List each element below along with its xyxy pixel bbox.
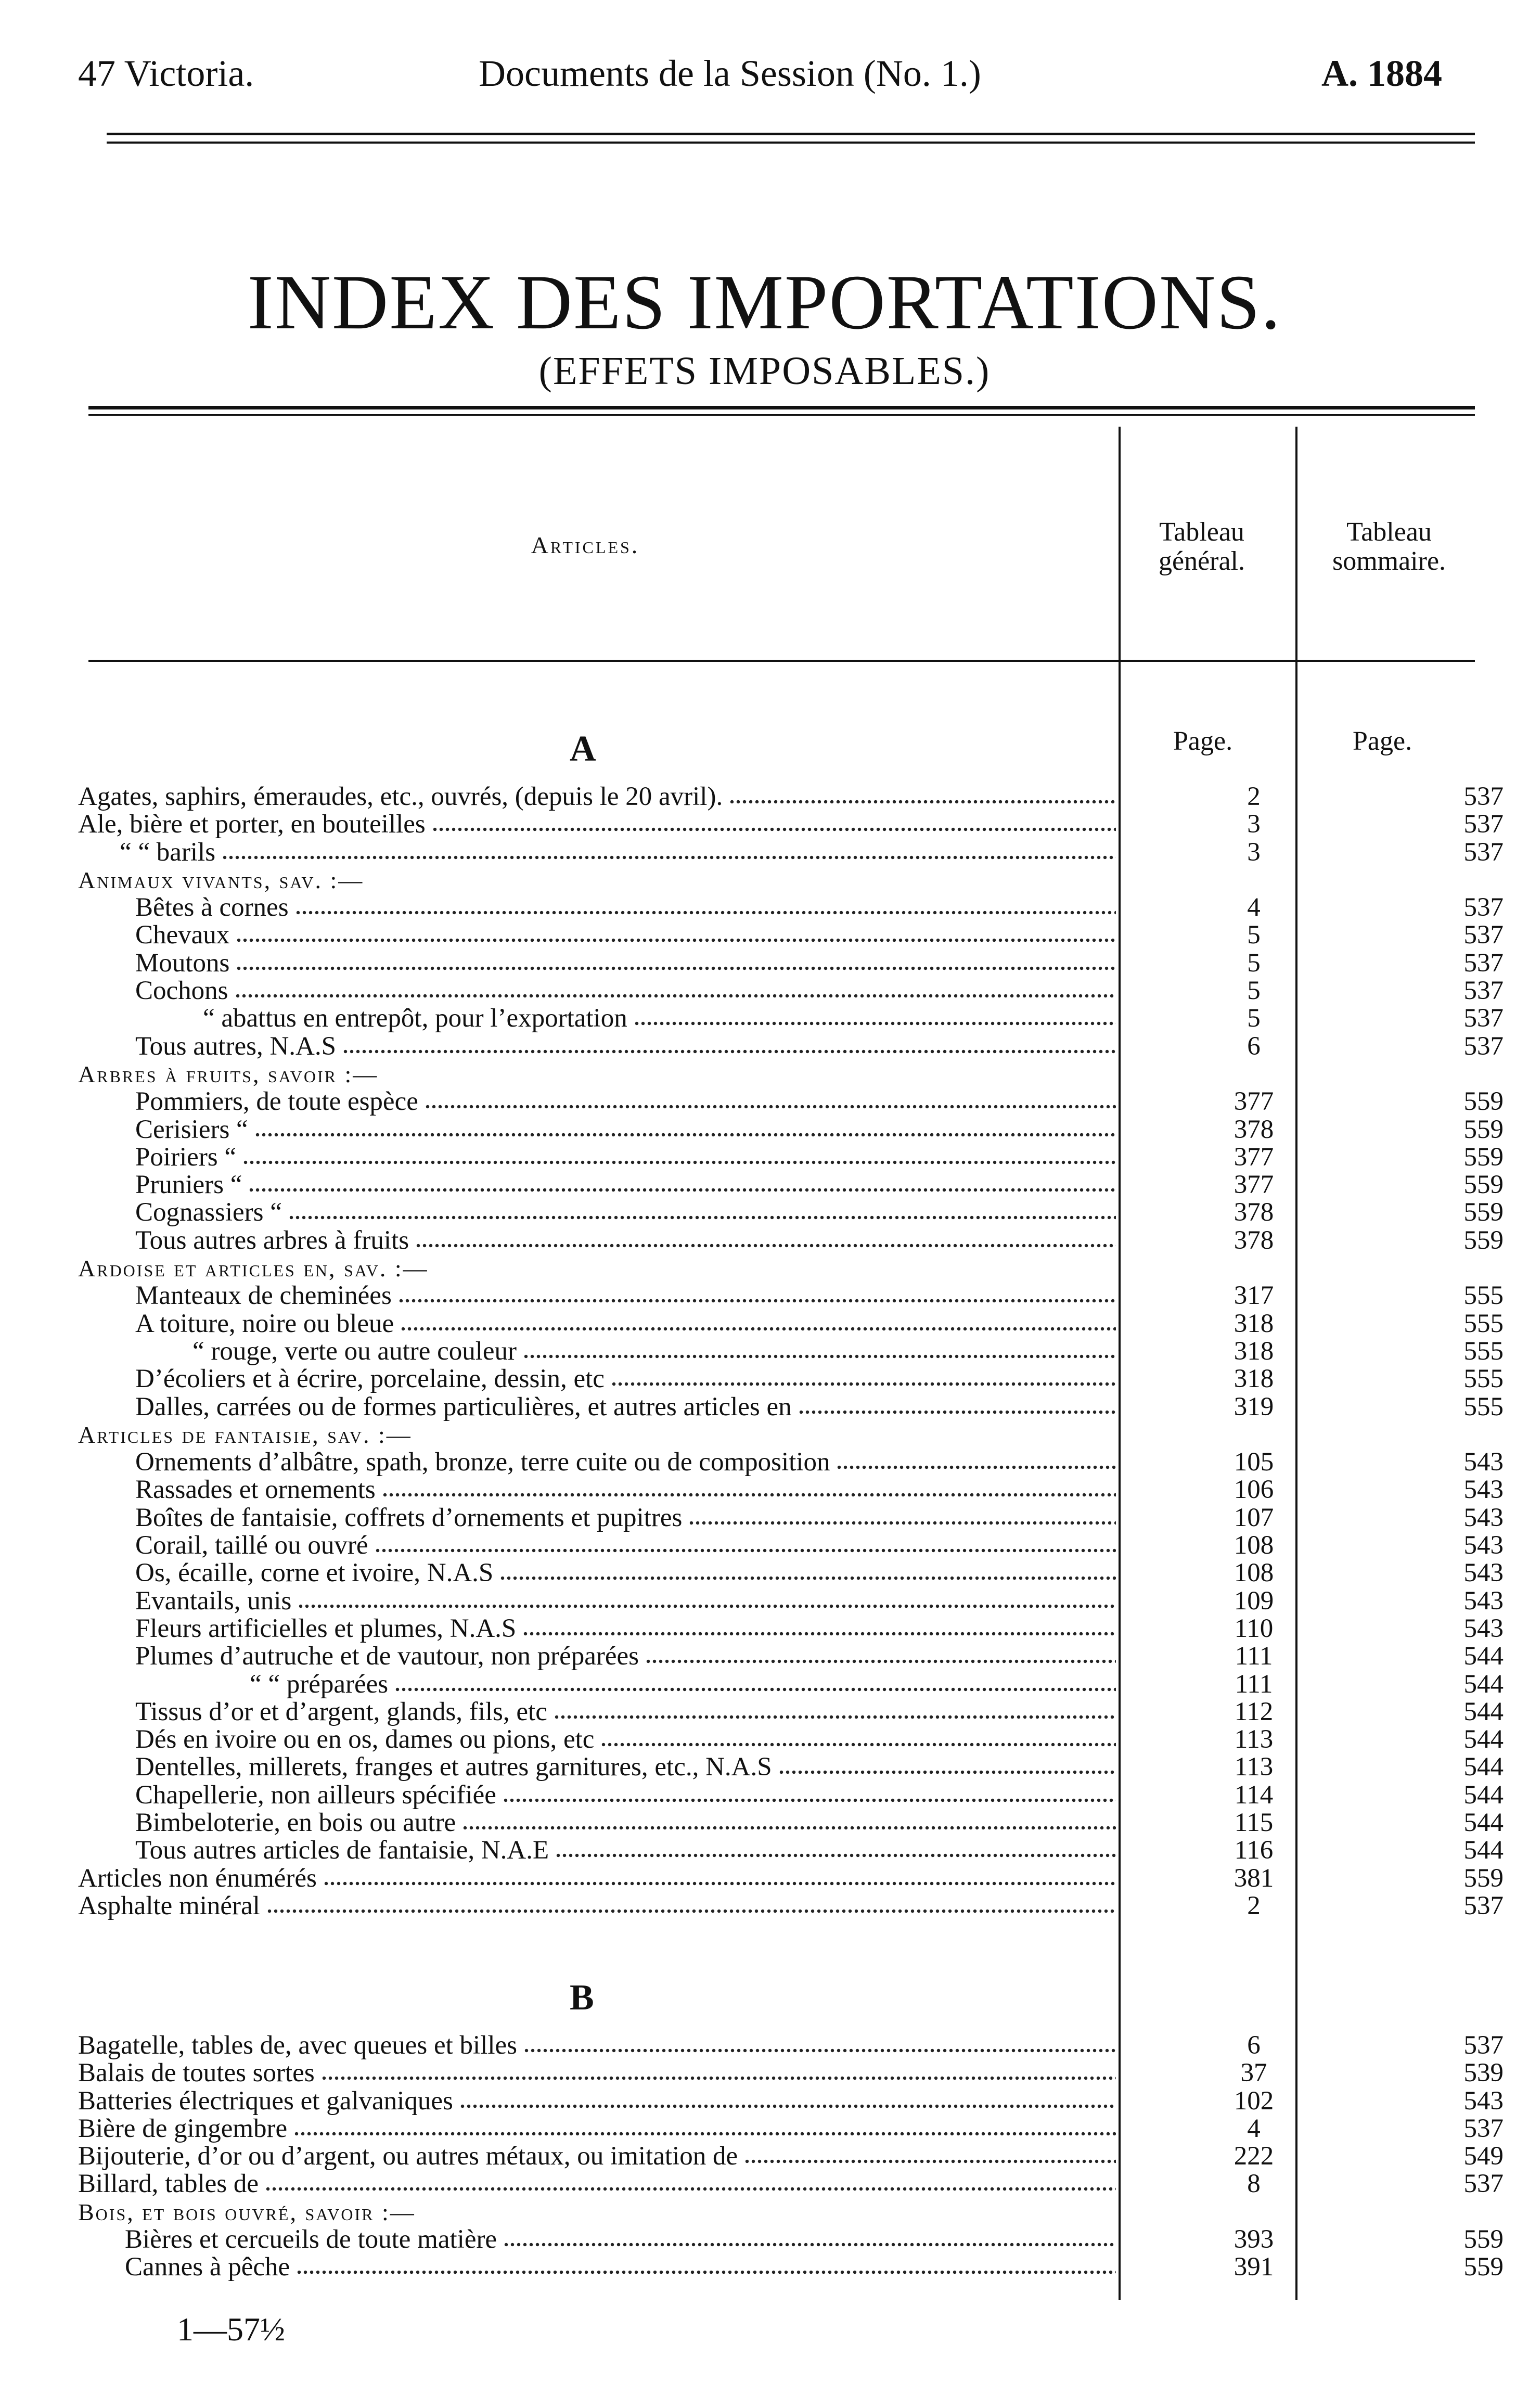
article-label: Tous autres, N.A.S [135, 1031, 336, 1061]
leader-dots [459, 2103, 1116, 2109]
article-label: Bagatelle, tables de, avec queues et billes [78, 2031, 517, 2060]
index-row [78, 783, 1514, 811]
page-general: 116 [1234, 1836, 1274, 1865]
page-sommaire: 537 [1463, 810, 1504, 839]
page-general: 108 [1234, 1558, 1274, 1588]
page-general: 113 [1234, 1725, 1274, 1754]
index-row [78, 1698, 1514, 1726]
page-sommaire: 559 [1463, 1225, 1504, 1255]
page-title: INDEX DES IMPORTATIONS. [247, 259, 1282, 345]
index-row [78, 1199, 1514, 1226]
leader-dots [236, 965, 1116, 971]
leader-dots [288, 1214, 1116, 1221]
index-row [78, 1227, 1514, 1254]
page-sommaire: 544 [1463, 1725, 1504, 1754]
page-general: 381 [1234, 1863, 1274, 1893]
index-row [78, 1449, 1514, 1476]
leader-dots [503, 1797, 1116, 1803]
header-year: A. 1884 [1321, 53, 1442, 94]
page-label-sommaire: Page. [1353, 726, 1412, 756]
article-label: Bois, et bois ouvré, savoir :— [78, 2198, 416, 2225]
leader-dots [254, 1132, 1116, 1138]
header-rule-top [107, 133, 1475, 135]
article-label: Os, écaille, corne et ivoire, N.A.S [135, 1558, 494, 1588]
page-sommaire: 543 [1463, 2086, 1504, 2116]
header-volume: 47 Victoria. [78, 53, 254, 94]
leader-dots [415, 1243, 1116, 1249]
index-row [78, 894, 1514, 921]
page-general: 112 [1234, 1697, 1274, 1726]
index-row [78, 1005, 1514, 1032]
article-label: Pommiers, de toute espèce [135, 1087, 418, 1117]
page-general: 107 [1234, 1503, 1274, 1532]
article-label: Arbres à fruits, savoir :— [78, 1060, 379, 1087]
article-label: Batteries électriques et galvaniques [78, 2086, 453, 2116]
column-header-rule [88, 660, 1475, 662]
article-label: Cannes à pêche [125, 2252, 290, 2282]
leader-dots [462, 1825, 1116, 1831]
page-sommaire: 537 [1463, 2114, 1504, 2143]
article-label: “ “ préparées [250, 1669, 389, 1699]
page-sommaire: 537 [1463, 2031, 1504, 2060]
index-row [78, 2115, 1514, 2143]
leader-dots [394, 1686, 1116, 1693]
article-label: Evantails, unis [135, 1586, 292, 1616]
article-label: Billard, tables de [78, 2169, 259, 2199]
section-letter-b: B [570, 1978, 594, 2018]
page-general: 113 [1234, 1752, 1274, 1782]
page-general: 105 [1234, 1448, 1274, 1477]
article-label: Ornements d’albâtre, spath, bronze, terre cuite ou de composition [135, 1448, 830, 1477]
page-sommaire: 555 [1463, 1309, 1504, 1338]
page-general: 106 [1234, 1475, 1274, 1505]
index-row [78, 1504, 1514, 1532]
article-label: Cerisiers “ [135, 1115, 248, 1144]
page-sommaire: 543 [1463, 1613, 1504, 1643]
index-row [78, 1809, 1514, 1837]
page-sommaire: 559 [1463, 1087, 1504, 1117]
leader-dots [296, 2269, 1116, 2275]
article-label: Cochons [135, 976, 228, 1006]
article-label: Corail, taillé ou ouvré [135, 1531, 368, 1560]
page-general: 318 [1234, 1364, 1274, 1394]
page-general: 109 [1234, 1586, 1274, 1616]
page-sommaire: 555 [1463, 1281, 1504, 1311]
page-sommaire: 543 [1463, 1558, 1504, 1588]
page-general: 318 [1234, 1309, 1274, 1338]
index-row [78, 1476, 1514, 1504]
header-rule-bottom [107, 142, 1475, 144]
column-header-general: Tableau général. [1158, 517, 1245, 576]
leader-dots [645, 1658, 1116, 1664]
article-label: Dés en ivoire ou en os, dames ou pions, etc [135, 1725, 595, 1754]
page-general: 317 [1234, 1281, 1274, 1311]
page-sommaire: 555 [1463, 1392, 1504, 1421]
page-sommaire: 544 [1463, 1669, 1504, 1699]
article-label: Plumes d’autruche et de vautour, non préparées [135, 1642, 639, 1671]
page-general: 319 [1234, 1392, 1274, 1421]
section-letter-a: A [570, 729, 596, 769]
article-label: Chevaux [135, 920, 230, 950]
page-general: 37 [1240, 2058, 1267, 2088]
index-row [78, 866, 1514, 894]
page-general: 5 [1247, 976, 1261, 1006]
index-row [78, 1892, 1514, 1920]
page-general: 3 [1247, 810, 1261, 839]
page-general: 393 [1234, 2225, 1274, 2255]
page-sommaire: 537 [1463, 2169, 1504, 2199]
article-label: Bijouterie, d’or ou d’argent, ou autres métaux, ou imitation de [78, 2142, 738, 2171]
leader-dots [798, 1409, 1116, 1415]
leader-dots [432, 826, 1116, 832]
page-sommaire: 559 [1463, 2252, 1504, 2282]
leader-dots [236, 937, 1116, 943]
page-sommaire: 537 [1463, 920, 1504, 950]
index-row [78, 839, 1514, 866]
index-row [78, 1782, 1514, 1809]
leader-dots [600, 1741, 1116, 1748]
article-label: Animaux vivants, sav. :— [78, 866, 364, 893]
page-sommaire: 559 [1463, 2225, 1504, 2255]
leader-dots [321, 2075, 1116, 2081]
article-label: A toiture, noire ou bleue [135, 1309, 394, 1338]
index-row [78, 2087, 1514, 2115]
page-general: 378 [1234, 1225, 1274, 1255]
leader-dots [523, 1353, 1116, 1360]
page-sommaire: 543 [1463, 1448, 1504, 1477]
page-sommaire: 543 [1463, 1586, 1504, 1616]
header-session: Documents de la Session (No. 1.) [479, 53, 981, 94]
index-row [78, 1310, 1514, 1338]
page-sommaire: 539 [1463, 2058, 1504, 2088]
index-row [78, 2198, 1514, 2226]
page-sommaire: 555 [1463, 1336, 1504, 1366]
page-sommaire: 544 [1463, 1780, 1504, 1810]
index-row [78, 2059, 1514, 2087]
leader-dots [222, 854, 1116, 861]
index-row [78, 1254, 1514, 1282]
article-label: “ rouge, verte ou autre couleur [192, 1336, 517, 1366]
page-sommaire: 544 [1463, 1836, 1504, 1865]
article-label: Articles de fantaisie, sav. :— [78, 1421, 412, 1448]
index-row [78, 1532, 1514, 1559]
article-label: “ abattus en entrepôt, pour l’exportation [203, 1004, 627, 1033]
page-subtitle: (EFFETS IMPOSABLES.) [538, 349, 991, 393]
leader-dots [503, 2242, 1116, 2248]
page-general: 2 [1247, 1891, 1261, 1920]
page-general: 5 [1247, 948, 1261, 978]
index-row [78, 1615, 1514, 1643]
article-label: Chapellerie, non ailleurs spécifiée [135, 1780, 496, 1810]
leader-dots [298, 1603, 1116, 1609]
leader-dots [778, 1769, 1116, 1775]
page-general: 222 [1234, 2142, 1274, 2171]
leader-dots [400, 1326, 1116, 1332]
page-sommaire: 544 [1463, 1808, 1504, 1837]
index-row [78, 1088, 1514, 1116]
article-label: Tissus d’or et d’argent, glands, fils, etc [135, 1697, 547, 1726]
index-row [78, 2226, 1514, 2253]
page-sommaire: 544 [1463, 1697, 1504, 1726]
index-row [78, 2170, 1514, 2198]
page-general: 110 [1234, 1613, 1274, 1643]
leader-dots [836, 1464, 1116, 1470]
leader-dots [688, 1520, 1116, 1526]
leader-dots [248, 1187, 1116, 1193]
column-header-sommaire: Tableau sommaire. [1332, 517, 1446, 576]
index-row [78, 921, 1514, 949]
page-sommaire: 537 [1463, 1891, 1504, 1920]
index-row [78, 1144, 1514, 1171]
article-label: Bière de gingembre [78, 2114, 288, 2143]
index-row [78, 2143, 1514, 2170]
leader-dots [382, 1492, 1116, 1498]
page-general: 6 [1247, 1031, 1261, 1061]
article-label: Boîtes de fantaisie, coffrets d’ornements et pupitres [135, 1503, 683, 1532]
leader-dots [611, 1381, 1116, 1387]
index-row [78, 2253, 1514, 2281]
index-row [78, 1587, 1514, 1615]
page-general: 4 [1247, 2114, 1261, 2143]
article-label: Dentelles, millerets, franges et autres garnitures, etc., N.A.S [135, 1752, 772, 1782]
index-row [78, 1837, 1514, 1864]
table-rule-top-thin [88, 414, 1475, 416]
page-general: 8 [1247, 2169, 1261, 2199]
article-label: Pruniers “ [135, 1170, 242, 1200]
article-label: Ardoise et articles en, sav. :— [78, 1255, 429, 1282]
article-label: Ale, bière et porter, en bouteilles [78, 810, 426, 839]
page-general: 5 [1247, 920, 1261, 950]
page-sommaire: 544 [1463, 1642, 1504, 1671]
page-general: 377 [1234, 1142, 1274, 1172]
page-general: 102 [1234, 2086, 1274, 2116]
leader-dots [554, 1714, 1116, 1720]
article-label: “ “ barils [120, 837, 216, 867]
article-label: Articles non énumérés [78, 1863, 317, 1893]
article-label: Manteaux de cheminées [135, 1281, 392, 1311]
leader-dots [555, 1852, 1116, 1859]
page-sommaire: 559 [1463, 1115, 1504, 1144]
page-general: 377 [1234, 1087, 1274, 1117]
index-row [78, 1421, 1514, 1449]
page-general: 4 [1247, 893, 1261, 923]
page-general: 391 [1234, 2252, 1274, 2282]
page-sommaire: 537 [1463, 1004, 1504, 1033]
page-sommaire: 537 [1463, 1031, 1504, 1061]
article-label: Fleurs artificielles et plumes, N.A.S [135, 1613, 517, 1643]
page-sommaire: 537 [1463, 976, 1504, 1006]
leader-dots [293, 2131, 1116, 2137]
page-label-general: Page. [1173, 726, 1233, 756]
article-label: Tous autres arbres à fruits [135, 1225, 409, 1255]
leader-dots [323, 1880, 1116, 1887]
index-row [78, 1865, 1514, 1892]
page-sommaire: 555 [1463, 1364, 1504, 1394]
page-general: 378 [1234, 1198, 1274, 1227]
article-label: Bimbeloterie, en bois ou autre [135, 1808, 456, 1837]
index-row [78, 1338, 1514, 1365]
page-general: 6 [1247, 2031, 1261, 2060]
page-sommaire: 537 [1463, 893, 1504, 923]
article-label: Tous autres articles de fantaisie, N.A.E [135, 1836, 549, 1865]
article-label: Dalles, carrées ou de formes particulières, et autres articles en [135, 1392, 792, 1421]
index-row [78, 1753, 1514, 1781]
leader-dots [235, 993, 1116, 999]
page-general: 5 [1247, 1004, 1261, 1033]
index-row [78, 1171, 1514, 1199]
leader-dots [634, 1020, 1116, 1027]
index-row [78, 1282, 1514, 1310]
leader-dots [342, 1048, 1116, 1055]
page-general: 115 [1234, 1808, 1274, 1837]
index-row [78, 1116, 1514, 1144]
leader-dots [242, 1159, 1116, 1165]
page-general: 2 [1247, 782, 1261, 811]
article-label: Bêtes à cornes [135, 893, 289, 923]
article-label: Poiriers “ [135, 1142, 237, 1172]
index-rows-a [78, 783, 1514, 1920]
leader-dots [375, 1547, 1116, 1554]
page-sommaire: 543 [1463, 1475, 1504, 1505]
page-sommaire: 543 [1463, 1531, 1504, 1560]
page-general: 3 [1247, 837, 1261, 867]
index-row [78, 1033, 1514, 1060]
page-sommaire: 559 [1463, 1170, 1504, 1200]
page-sommaire: 549 [1463, 2142, 1504, 2171]
page-sommaire: 543 [1463, 1503, 1504, 1532]
page-general: 108 [1234, 1531, 1274, 1560]
article-label: Bières et cercueils de toute matière [125, 2225, 497, 2255]
leader-dots [425, 1104, 1116, 1110]
article-label: Rassades et ornements [135, 1475, 376, 1505]
index-row [78, 1726, 1514, 1753]
index-row [78, 2032, 1514, 2059]
leader-dots [522, 1631, 1116, 1637]
leader-dots [499, 1575, 1116, 1581]
page-sommaire: 559 [1463, 1198, 1504, 1227]
page-general: 111 [1235, 1669, 1273, 1699]
leader-dots [398, 1298, 1116, 1304]
page-general: 111 [1235, 1642, 1273, 1671]
page-general: 377 [1234, 1170, 1274, 1200]
leader-dots [266, 1908, 1116, 1914]
table-rule-top [88, 406, 1475, 409]
index-row [78, 950, 1514, 977]
article-label: Agates, saphirs, émeraudes, etc., ouvrés, (depuis le 20 avril). [78, 782, 723, 811]
page-sommaire: 559 [1463, 1142, 1504, 1172]
page-sommaire: 537 [1463, 782, 1504, 811]
article-label: D’écoliers et à écrire, porcelaine, dessin, etc [135, 1364, 605, 1394]
index-row [78, 1671, 1514, 1698]
column-header-articles: Articles. [531, 532, 640, 558]
index-row [78, 1060, 1514, 1088]
index-row [78, 1365, 1514, 1393]
page-sommaire: 559 [1463, 1863, 1504, 1893]
article-label: Moutons [135, 948, 230, 978]
signature-mark: 1—57½ [177, 2311, 285, 2348]
index-rows-b [78, 2032, 1514, 2282]
index-row [78, 811, 1514, 838]
leader-dots [295, 910, 1116, 916]
page-general: 378 [1234, 1115, 1274, 1144]
page-sommaire: 537 [1463, 837, 1504, 867]
page-general: 318 [1234, 1336, 1274, 1366]
index-row [78, 1393, 1514, 1421]
leader-dots [523, 2047, 1116, 2054]
index-row [78, 977, 1514, 1005]
page-general: 114 [1234, 1780, 1274, 1810]
index-row [78, 1559, 1514, 1587]
article-label: Asphalte minéral [78, 1891, 260, 1920]
leader-dots [729, 799, 1116, 805]
article-label: Cognassiers “ [135, 1198, 282, 1227]
article-label: Balais de toutes sortes [78, 2058, 315, 2088]
leader-dots [744, 2158, 1116, 2164]
leader-dots [265, 2186, 1116, 2192]
page-sommaire: 537 [1463, 948, 1504, 978]
page-sommaire: 544 [1463, 1752, 1504, 1782]
index-row [78, 1643, 1514, 1670]
